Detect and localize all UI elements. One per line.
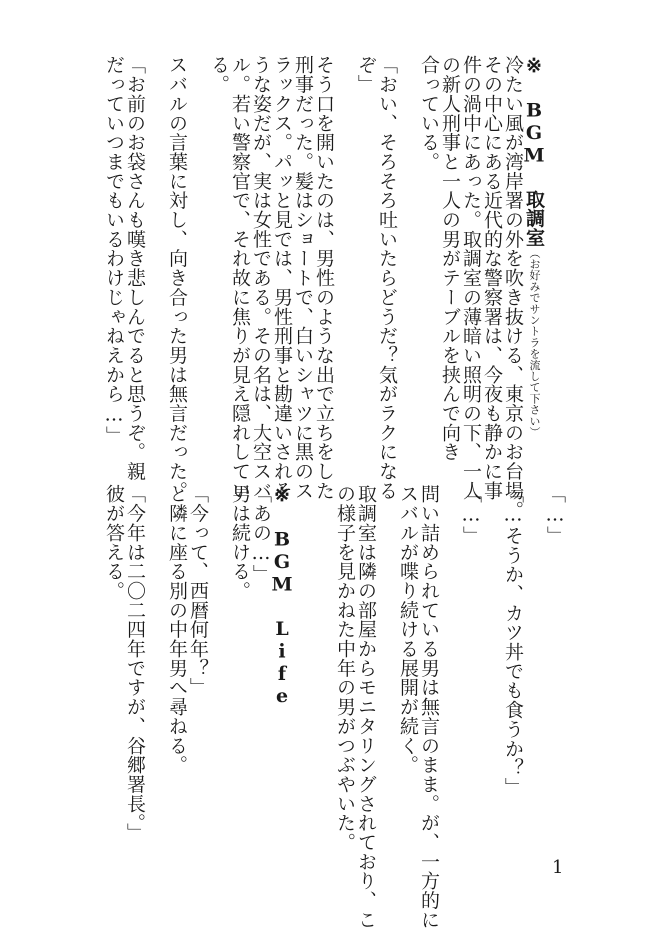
text-line: 「…」 bbox=[544, 484, 566, 546]
text-line: 「今って、西暦何年？」 bbox=[187, 484, 209, 697]
dialogue-line bbox=[460, 484, 481, 545]
narration-block bbox=[229, 55, 250, 500]
dialogue-line bbox=[124, 55, 145, 481]
heading-title: ※ BGM Life bbox=[271, 484, 293, 708]
text-line: 刑事だった。髪はショートで、白いシャツに黒のス bbox=[292, 55, 314, 501]
text-line: る。 bbox=[208, 55, 230, 94]
scene-heading-interrogation-room bbox=[523, 55, 545, 438]
heading-title: ※ BGM 取調室 bbox=[523, 55, 545, 248]
text-line: 「今年は二〇二四年ですが、谷郷署長。」 bbox=[124, 484, 146, 843]
narration-block bbox=[481, 55, 502, 500]
text-line: 合っている。 bbox=[418, 55, 440, 172]
dialogue-line bbox=[250, 484, 271, 584]
narration-block bbox=[250, 55, 271, 500]
narration-block bbox=[166, 55, 187, 500]
dialogue-line bbox=[544, 484, 565, 545]
text-line: その中心にある近代的な警察署は、今夜も静かに事 bbox=[481, 55, 503, 501]
narration-block bbox=[271, 55, 292, 500]
dialogue-line bbox=[124, 484, 145, 842]
narration-block bbox=[103, 484, 124, 600]
text-line: 「…そうか、カツ丼でも食うか？」 bbox=[502, 484, 524, 797]
narration-block bbox=[334, 484, 355, 852]
narration-block bbox=[292, 55, 313, 500]
heading-note: （お好みでサントラを流して下さい） bbox=[528, 247, 541, 438]
narration-block bbox=[208, 55, 229, 94]
dialogue-line bbox=[103, 55, 124, 445]
narration-block bbox=[166, 484, 187, 774]
text-line: と隣に座る別の中年男へ尋ねる。 bbox=[166, 484, 188, 775]
text-line: ル。若い警察官で、それ故に焦りが見え隠れしてい bbox=[229, 55, 251, 501]
narration-block bbox=[502, 55, 523, 519]
dialogue-line bbox=[187, 484, 208, 697]
text-line: 彼が答える。 bbox=[103, 484, 125, 601]
text-line: 「あの…」 bbox=[250, 484, 272, 584]
text-line: 冷たい風が湾岸署の外を吹き抜ける、東京のお台場。 bbox=[502, 55, 524, 520]
text-line: 「…」 bbox=[460, 484, 482, 546]
narration-block bbox=[418, 484, 439, 929]
narration-block bbox=[460, 55, 481, 500]
text-line: の新人刑事と一人の男がテーブルを挟んで向き bbox=[439, 55, 461, 462]
dialogue-line bbox=[376, 55, 397, 500]
text-line: うな姿だが、実は女性である。その名は、大空スバ bbox=[250, 55, 272, 501]
narration-block bbox=[355, 484, 376, 929]
text-line: の様子を見かねた中年の男がつぶやいた。 bbox=[334, 484, 356, 852]
text-line: だっていつまでもいるわけじゃねえから…」 bbox=[103, 55, 125, 445]
text-line: ぞ」 bbox=[355, 55, 377, 94]
text-line: 件の渦中にあった。取調室の薄暗い照明の下、一人 bbox=[460, 55, 482, 501]
text-line: 取調室は隣の部屋からモニタリングされており、こ bbox=[355, 484, 377, 930]
text-line: 問い詰められている男は無言のまま。が、一方的に bbox=[418, 484, 440, 930]
narration-block bbox=[229, 484, 250, 600]
text-line: スバルの言葉に対し、向き合った男は無言だった。 bbox=[166, 55, 188, 501]
text-line: 「お前のお袋さんも嘆き悲しんでると思うぞ。親 bbox=[124, 55, 146, 481]
text-line: スバルが喋り続ける展開が続く。 bbox=[397, 484, 419, 775]
text-line: 男は続ける。 bbox=[229, 484, 251, 601]
page-number: 1 bbox=[552, 857, 564, 878]
scene-heading-life bbox=[271, 484, 292, 708]
narration-block bbox=[418, 55, 439, 171]
text-line: 「おい、そろそろ吐いたらどうだ？気がラクになる bbox=[376, 55, 398, 501]
narration-block bbox=[439, 55, 460, 461]
text-line: そう口を開いたのは、男性のような出で立ちをした bbox=[313, 55, 335, 501]
narration-block bbox=[313, 55, 334, 500]
narration-block bbox=[397, 484, 418, 774]
text-line: ラックス。パッと見では、男性刑事と勘違いされそ bbox=[271, 55, 293, 501]
dialogue-line bbox=[502, 484, 523, 797]
dialogue-line bbox=[355, 55, 376, 94]
